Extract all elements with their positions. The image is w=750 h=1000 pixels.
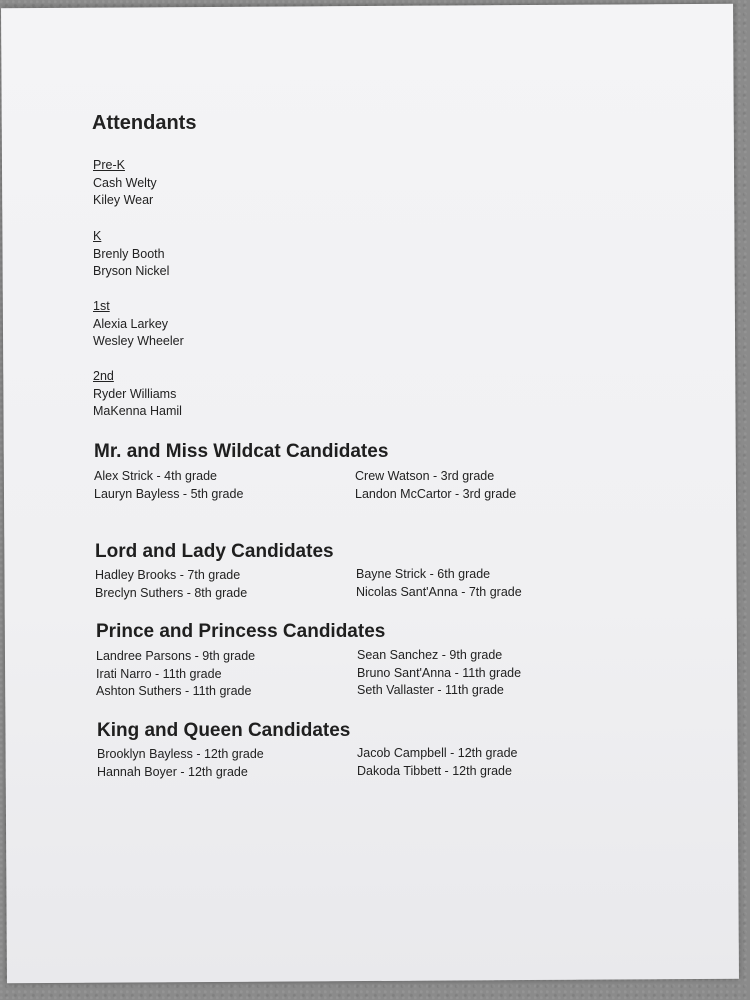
candidates-left-prince-princess [96, 648, 255, 701]
candidate-entry: Breclyn Suthers - 8th grade [95, 585, 248, 600]
section-title-prince-princess: Prince and Princess Candidates [96, 621, 386, 642]
candidate-entry: Hannah Boyer - 12th grade [97, 764, 248, 779]
candidate-entry: Irati Narro - 11th grade [96, 666, 222, 681]
group-label: Pre-K [93, 158, 125, 172]
candidates-left-lord-lady [95, 567, 247, 602]
attendant-name: Bryson Nickel [93, 264, 170, 278]
attendants-heading: Attendants [92, 112, 197, 134]
candidate-entry: Landon McCartor - 3rd grade [355, 486, 517, 501]
candidate-entry: Nicolas Sant'Anna - 7th grade [356, 584, 522, 599]
section-title-lord-lady: Lord and Lady Candidates [95, 541, 334, 562]
attendant-name: Brenly Booth [93, 246, 165, 261]
candidates-right-wildcat [355, 468, 516, 503]
group-label: 2nd [93, 369, 114, 383]
candidate-entry: Dakoda Tibbett - 12th grade [357, 763, 512, 778]
candidate-entry: Brooklyn Bayless - 12th grade [97, 747, 264, 761]
attendant-name: Cash Welty [93, 175, 157, 190]
attendant-name: Alexia Larkey [93, 316, 169, 331]
attendant-name: MaKenna Hamil [93, 404, 182, 418]
section-title-king-queen: King and Queen Candidates [97, 720, 351, 741]
candidates-right-lord-lady [356, 566, 522, 601]
group-label: K [93, 229, 102, 243]
attendant-group-k [93, 228, 169, 281]
candidate-entry: Crew Watson - 3rd grade [355, 469, 495, 483]
attendant-name: Kiley Wear [93, 193, 154, 207]
attendant-group-1st [93, 298, 184, 351]
candidate-entry: Lauryn Bayless - 5th grade [94, 486, 244, 501]
candidates-left-wildcat [94, 468, 243, 503]
attendant-group-prek [93, 157, 157, 210]
candidate-entry: Hadley Brooks - 7th grade [95, 568, 241, 582]
candidates-right-king-queen [357, 745, 518, 780]
attendant-name: Wesley Wheeler [93, 334, 184, 348]
candidate-entry: Ashton Suthers - 11th grade [96, 684, 252, 698]
attendant-group-2nd [93, 368, 182, 421]
candidate-entry: Alex Strick - 4th grade [94, 469, 217, 483]
candidate-entry: Jacob Campbell - 12th grade [357, 746, 518, 760]
section-title-wildcat: Mr. and Miss Wildcat Candidates [94, 441, 389, 462]
candidate-entry: Bruno Sant'Anna - 11th grade [357, 665, 522, 680]
candidates-left-king-queen [97, 746, 264, 781]
candidate-entry: Seth Vallaster - 11th grade [357, 683, 504, 697]
candidate-entry: Bayne Strick - 6th grade [356, 567, 491, 581]
candidate-entry: Landree Parsons - 9th grade [96, 649, 256, 663]
attendant-name: Ryder Williams [93, 386, 177, 401]
candidates-right-prince-princess [357, 647, 521, 700]
candidate-entry: Sean Sanchez - 9th grade [357, 648, 503, 662]
group-label: 1st [93, 299, 110, 313]
